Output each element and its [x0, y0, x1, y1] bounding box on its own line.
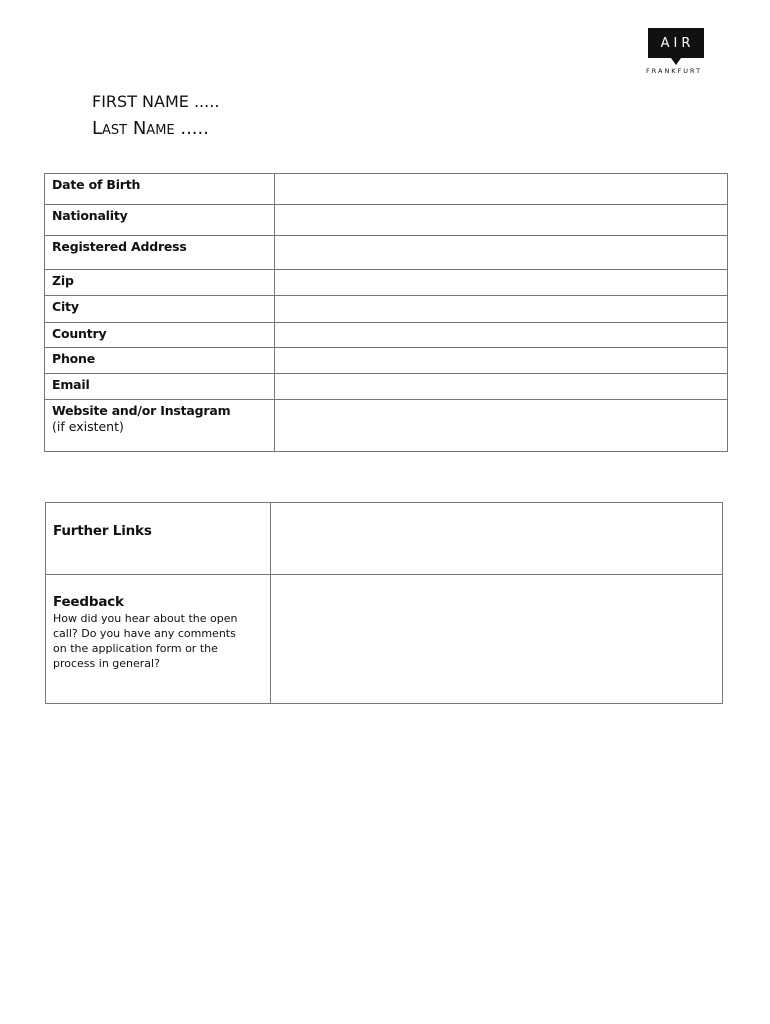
table-row — [45, 236, 728, 270]
logo-subtitle: FRANKFURT — [646, 67, 703, 75]
air-frankfurt-logo — [646, 28, 706, 75]
phone-field[interactable] — [275, 348, 728, 374]
field-label-cell — [45, 296, 275, 323]
logo-mark: AIR — [648, 28, 704, 58]
date-of-birth-field[interactable] — [275, 174, 728, 205]
first-name-heading: FIRST NAME ..... — [92, 92, 220, 111]
last-name-heading: Last Name ..... — [92, 118, 209, 139]
email-field[interactable] — [275, 374, 728, 400]
logo-speech-tip — [671, 58, 681, 65]
email-label: Email — [52, 377, 90, 392]
feedback-label: Feedback — [53, 594, 124, 610]
registered-address-label: Registered Address — [52, 239, 187, 254]
table-row — [45, 400, 728, 452]
field-label-cell — [45, 323, 275, 348]
nationality-field[interactable] — [275, 205, 728, 236]
feedback-description: How did you hear about the open call? Do you have any comments on the application form or the process in general? — [53, 612, 238, 670]
field-label-cell — [45, 400, 275, 452]
table-row — [45, 323, 728, 348]
field-label-cell — [45, 374, 275, 400]
zip-label: Zip — [52, 273, 74, 288]
further-links-label: Further Links — [53, 523, 152, 539]
phone-label: Phone — [52, 351, 96, 366]
field-label-cell — [45, 270, 275, 296]
table-row — [46, 503, 723, 575]
further-links-field[interactable] — [271, 503, 723, 575]
field-label-cell — [45, 205, 275, 236]
date-of-birth-label: Date of Birth — [52, 177, 141, 192]
country-field[interactable] — [275, 323, 728, 348]
feedback-field[interactable] — [271, 575, 723, 704]
table-row — [45, 296, 728, 323]
zip-field[interactable] — [275, 270, 728, 296]
field-label-cell — [45, 174, 275, 205]
table-row — [45, 348, 728, 374]
additional-info-table — [45, 502, 723, 704]
table-row — [45, 374, 728, 400]
city-label: City — [52, 299, 79, 314]
table-row — [45, 205, 728, 236]
registered-address-field[interactable] — [275, 236, 728, 270]
personal-details-table — [44, 173, 728, 452]
field-label-cell — [45, 348, 275, 374]
website-instagram-note: (if existent) — [52, 419, 124, 434]
country-label: Country — [52, 326, 107, 341]
table-row — [45, 270, 728, 296]
table-row — [46, 575, 723, 704]
website-instagram-field[interactable] — [275, 400, 728, 452]
field-label-cell — [45, 236, 275, 270]
table-row — [45, 174, 728, 205]
city-field[interactable] — [275, 296, 728, 323]
website-instagram-label: Website and/or Instagram — [52, 403, 231, 418]
field-label-cell — [46, 575, 271, 704]
nationality-label: Nationality — [52, 208, 128, 223]
field-label-cell — [46, 503, 271, 575]
